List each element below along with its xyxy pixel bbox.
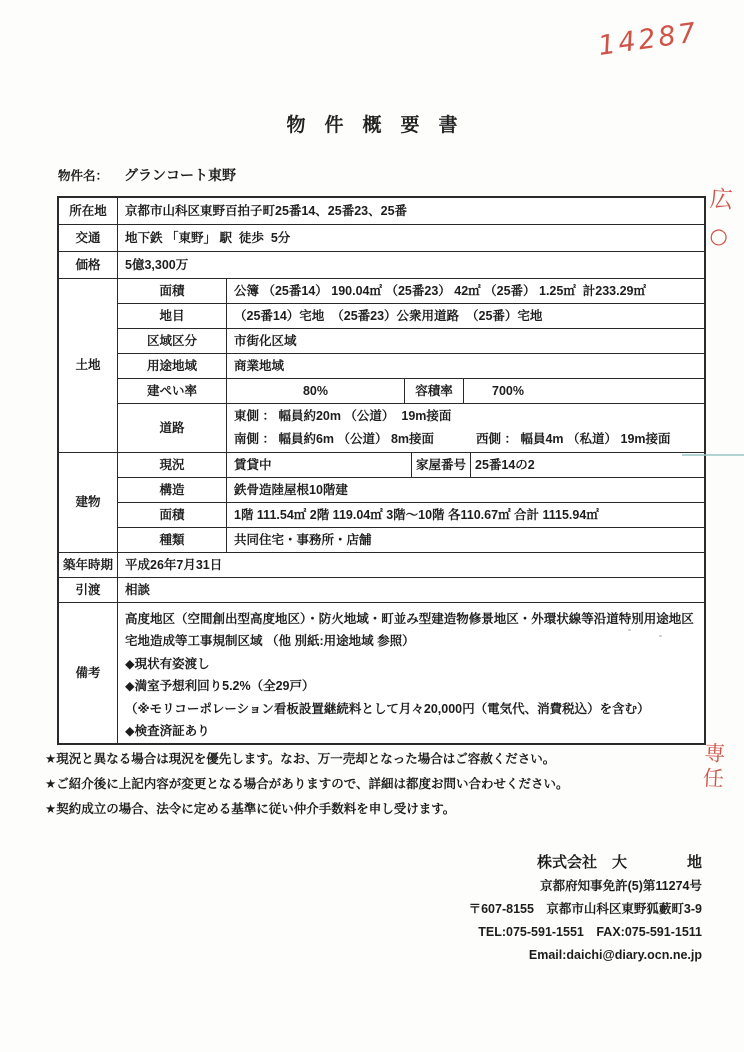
structure-label: 構造: [118, 478, 227, 502]
page-title: 物 件 概 要 書: [286, 115, 458, 136]
row-built-date: [59, 553, 704, 578]
price-label: 価格: [59, 252, 118, 278]
scan-speck: [659, 635, 662, 637]
land-category-label: 地目: [118, 304, 227, 328]
building-area-value: 1階 111.54㎡ 2階 119.04㎡ 3階～10階 各110.67㎡ 合計 1115.94㎡: [234, 507, 599, 522]
price-value: 5億3,300万: [125, 257, 189, 272]
row-location: [59, 198, 704, 225]
row-building-area: [118, 503, 704, 528]
row-remarks: [59, 603, 704, 743]
remarks-line-signboard: （※モリコーポレーション看板設置継続料として月々20,000円（電気代、消費税込）を含む）: [125, 701, 650, 716]
building-type-label: 種類: [118, 528, 227, 552]
remarks-line-inspection: ◆検査済証あり: [125, 724, 210, 739]
land-area-value: 公簿 （25番14） 190.04㎡ （25番23） 42㎡ （25番） 1.25㎡ 計233.29㎡: [234, 283, 647, 298]
row-building-type: [118, 528, 704, 552]
row-land-area: [118, 279, 704, 304]
building-group-label: 建物: [59, 453, 118, 552]
row-price: [59, 252, 704, 279]
row-use-district: [118, 354, 704, 379]
handover-value: 相談: [125, 582, 151, 597]
structure-value: 鉄骨造陸屋根10階建: [234, 482, 348, 497]
road-west-value: 西側 ： 幅員4m （私道） 19m接面: [476, 432, 671, 446]
handover-label: 引渡: [59, 578, 118, 602]
footnote-brokerage-fee: ★契約成立の場合、法令に定める基準に従い仲介手数料を申し受けます。: [45, 802, 456, 816]
floor-area-ratio-label: 容積率: [405, 379, 464, 403]
company-email: Email:daichi@diary.ocn.ne.jp: [528, 948, 702, 962]
remarks-line-yield: ◆満室予想利回り5.2%（全29戸）: [125, 679, 315, 694]
row-access: [59, 225, 704, 252]
handwritten-ref-number: 14287: [596, 17, 701, 62]
remarks-line-asis: ◆現状有姿渡し: [125, 656, 210, 671]
company-address: 〒607-8155 京都市山科区東野狐藪町3-9: [468, 902, 702, 916]
row-coverage-ratio: [118, 379, 704, 404]
row-road: [118, 404, 704, 452]
road-south-value: 南側 ： 幅員約6m （公道） 8m接面: [234, 432, 435, 446]
built-date-label: 築年時期: [59, 553, 118, 577]
coverage-ratio-label: 建ぺい率: [118, 379, 227, 403]
house-number-label: 家屋番号: [412, 453, 471, 477]
remarks-label: 備考: [59, 603, 118, 743]
property-name-line: [58, 165, 236, 185]
building-status-label: 現況: [118, 453, 227, 477]
row-handover: [59, 578, 704, 603]
location-label: 所在地: [59, 198, 118, 224]
remarks-line-regulation: 宅地造成等工事規制区域 （他 別紙:用途地域 参照）: [125, 634, 415, 649]
row-building-status: [118, 453, 704, 478]
property-name-label: 物件名：: [58, 169, 109, 183]
scan-artifact-line: [682, 454, 744, 456]
road-label: 道路: [118, 404, 227, 452]
road-east-value: 東側 ： 幅員約20m （公道） 19m接面: [234, 409, 452, 423]
footnote-changes: ★ご紹介後に上記内容が変更となる場合がありますので、詳細は都度お問い合わせください。: [45, 777, 569, 791]
handwritten-kanji-hiro: 広: [708, 186, 734, 214]
land-group-label: 土地: [59, 279, 118, 452]
building-status-value: 賃貸中: [234, 457, 272, 472]
handwritten-circle: ○: [708, 223, 729, 249]
footnotes: [45, 747, 568, 822]
company-tel-fax: TEL:075-591-1551 FAX:075-591-1511: [478, 925, 702, 939]
property-name-value: グランコート東野: [124, 167, 237, 183]
floor-area-ratio-value: 700%: [492, 383, 524, 398]
building-area-label: 面積: [118, 503, 227, 527]
company-name: 株式会社 大 地: [536, 854, 702, 871]
access-value: 地下鉄 「東野」 駅 徒歩 5分: [125, 230, 291, 245]
use-district-value: 商業地域: [234, 358, 285, 373]
row-structure: [118, 478, 704, 503]
house-number-value: 25番14の2: [475, 457, 535, 472]
property-spec-table: [57, 196, 706, 745]
access-label: 交通: [59, 225, 118, 251]
land-category-value: （25番14）宅地 （25番23）公衆用道路 （25番）宅地: [234, 308, 543, 323]
row-zoning: [118, 329, 704, 354]
row-land-category: [118, 304, 704, 329]
zoning-value: 市街化区域: [234, 333, 297, 348]
building-type-value: 共同住宅・事務所・店舗: [234, 532, 372, 547]
zoning-label: 区域区分: [118, 329, 227, 353]
group-building: [59, 453, 704, 553]
footnote-current-state: ★現況と異なる場合は現況を優先します。なお、万一売却となった場合はご容赦ください。: [45, 752, 556, 766]
company-license: 京都府知事免許(5)第11274号: [540, 879, 702, 893]
location-value: 京都市山科区東野百拍子町25番14、25番23、25番: [125, 203, 408, 218]
built-date-value: 平成26年7月31日: [125, 557, 223, 572]
scan-speck: [628, 629, 631, 631]
group-land: [59, 279, 704, 453]
land-area-label: 面積: [118, 279, 227, 303]
coverage-ratio-value: 80%: [302, 383, 329, 398]
use-district-label: 用途地域: [118, 354, 227, 378]
handwritten-exclusive-mark: 専任: [699, 741, 727, 793]
remarks-line-districts: 高度地区（空間創出型高度地区）・防火地域・町並み型建造物修景地区・外環状線等沿道特別用途地区: [125, 612, 694, 626]
company-block: [469, 851, 702, 967]
